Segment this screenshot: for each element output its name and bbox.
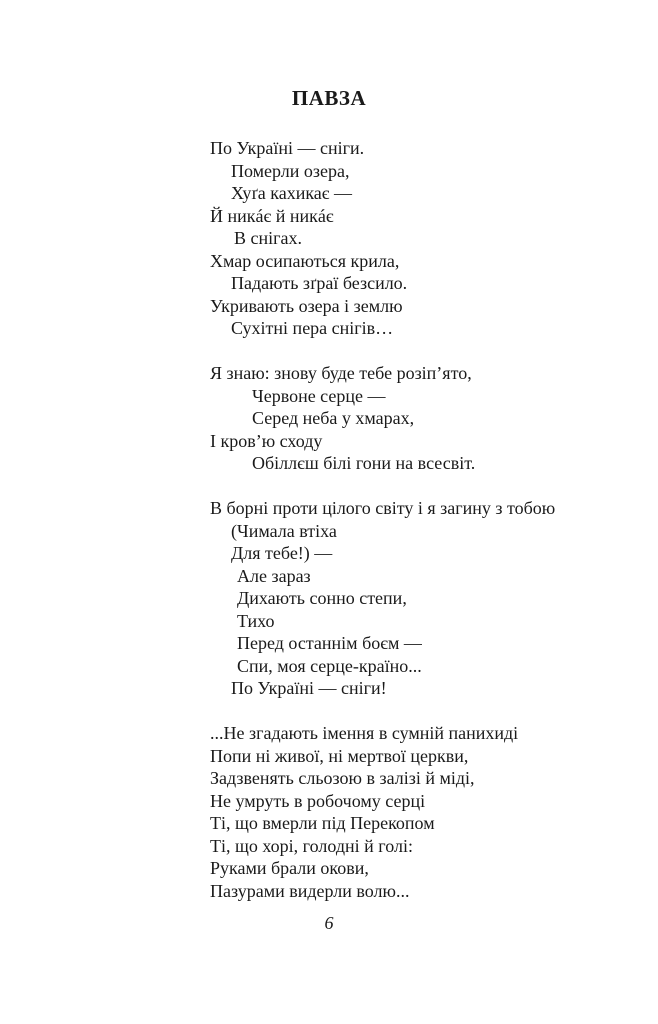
poem-title: ПАВЗА — [291, 86, 367, 110]
poem-line: Тихо — [237, 610, 275, 631]
poem-line: Не умруть в робочому серці — [210, 790, 426, 811]
stanza-2 — [210, 362, 650, 475]
poem-line: Перед останнім боєм — — [237, 633, 422, 653]
poem-line: Хмар осипаються крила, — [210, 250, 400, 271]
poem-line: Я знаю: знову буде тебе розіп’ято, — [210, 363, 472, 383]
poem-line: ...Не згадають імення в сумній панихиді — [210, 723, 519, 743]
poem-line: Але зараз — [237, 565, 311, 586]
poem-line: Померли озера, — [231, 160, 350, 181]
poem-line: І кров’ю сходу — [210, 430, 323, 451]
poem-line: Хуґа кахикає — — [231, 183, 353, 203]
poem-line: (Чимала втіха — [231, 520, 337, 541]
poem-line: По Україні — сніги! — [231, 678, 387, 698]
poem-line: По Україні — сніги. — [210, 138, 365, 158]
stanza-3 — [210, 497, 650, 700]
poem-line: Ті, що вмерли під Перекопом — [210, 813, 435, 833]
poem-line: Сухітні пера снігів… — [231, 318, 394, 338]
poem-line: Спи, моя серце-країно... — [237, 655, 422, 676]
poem-body — [210, 137, 650, 925]
poem-line: В снігах. — [234, 228, 303, 248]
poem-line: Попи ні живої, ні мертвої церкви, — [210, 745, 469, 766]
poem-line: Дихають сонно степи, — [237, 588, 407, 608]
poem-line: Для тебе!) — — [231, 543, 333, 563]
stanza-1 — [210, 137, 650, 340]
poem-line: Руками брали окови, — [210, 858, 369, 878]
poem-line: Падають зґраї безсило. — [231, 273, 408, 293]
poem-line: Пазурами видерли волю... — [210, 880, 410, 901]
poem-line: В борні проти цілого світу і я загину з тобою — [210, 498, 556, 518]
poem-line: Й никáє й никáє — [210, 205, 334, 226]
poem-line: Ті, що хорі, голодні й голі: — [210, 835, 413, 856]
poem-line: Обіллєш білі гони на всесвіт. — [252, 453, 476, 473]
stanza-4 — [210, 722, 650, 902]
poem-line: Серед неба у хмарах, — [252, 408, 415, 428]
poem-line: Червоне серце — — [252, 385, 386, 406]
poem-line: Задзвенять сльозою в залізі й міді, — [210, 768, 475, 788]
page-number: 6 — [324, 913, 334, 933]
poem-line: Укривають озера і землю — [210, 295, 403, 316]
